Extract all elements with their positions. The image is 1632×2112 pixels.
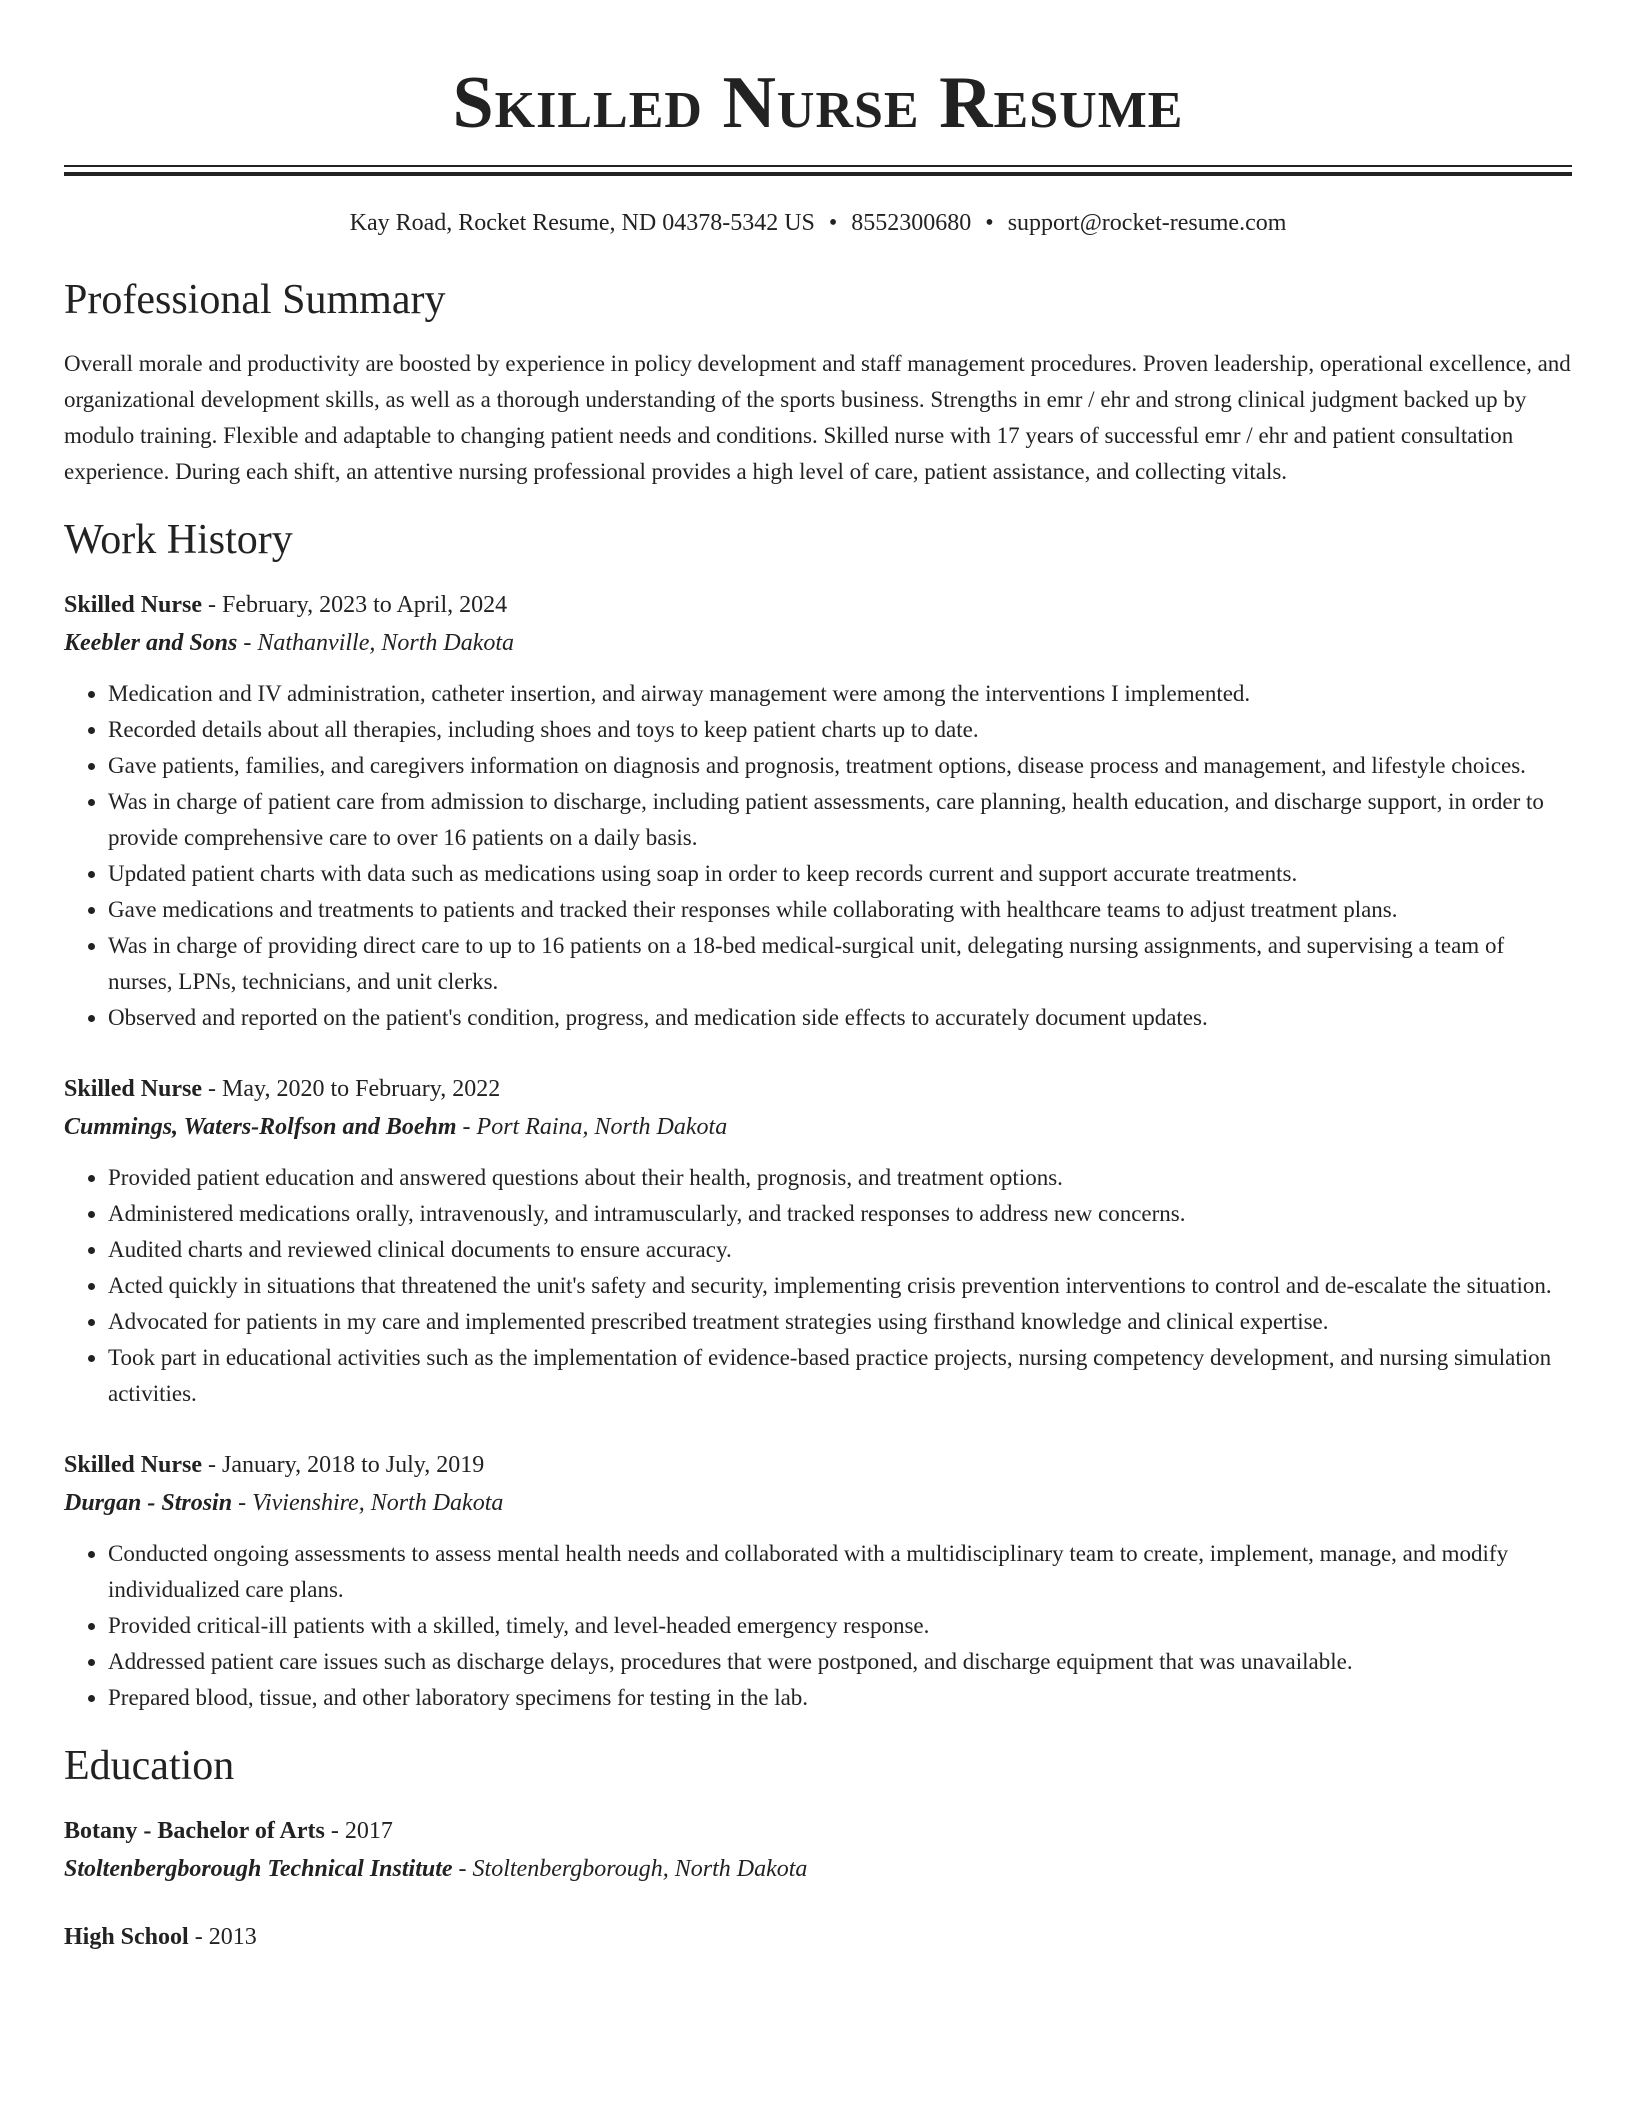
job-bullets [64,676,1572,1036]
job-role: Skilled Nurse [64,592,203,618]
job-bullet-item: • Provided patient education and answered questions about their health, prognosis, and treatment options. [108,1160,1572,1196]
dash-separator: - [456,1114,477,1140]
education-degree: Botany - Bachelor of Arts [64,1818,325,1844]
work-history-heading: Work History [64,517,293,563]
education-degree-line [64,1812,1572,1850]
job-entry [64,1070,1572,1412]
education-year: 2013 [208,1924,257,1950]
education-school: Stoltenbergborough Technical Institute [64,1856,453,1882]
job-bullet-item: • Observed and reported on the patient's condition, progress, and medication side effects to accurately document updates. [108,1000,1572,1036]
job-bullet-item: • Updated patient charts with data such as medications using soap in order to keep records current and support accurate treatments. [108,856,1572,892]
job-bullet-item: • Conducted ongoing assessments to assess mental health needs and collaborated with a multidisciplinary team to create, implement, manage, and modify individualized care plans. [108,1536,1572,1608]
contact-email: support@rocket-resume.com [1007,210,1287,236]
job-title-line [64,1446,1572,1484]
contact-address: Kay Road, Rocket Resume, ND 04378-5342 US [349,210,815,236]
job-bullet-item: • Audited charts and reviewed clinical documents to ensure accuracy. [108,1232,1572,1268]
job-bullet-item: • Acted quickly in situations that threatened the unit's safety and security, implementing crisis prevention interventions to control and de-escalate the situation. [108,1268,1572,1304]
dash-separator: - [188,1924,209,1950]
job-location: Port Raina, North Dakota [476,1114,728,1140]
job-bullet-item: • Medication and IV administration, catheter insertion, and airway management were among the interventions I implemented. [108,676,1572,712]
job-bullet-item: • Addressed patient care issues such as discharge delays, procedures that were postponed, and discharge equipment that was unavailable. [108,1644,1572,1680]
education-entry [64,1918,1572,1956]
dash-separator: - [237,630,258,656]
job-bullet-item: • Was in charge of providing direct care to up to 16 patients on a 18-bed medical-surgical unit, delegating nursing assignments, and supervising a team of nurses, LPNs, technicians, and unit clerks. [108,928,1572,1000]
job-location: Nathanville, North Dakota [257,630,515,656]
job-bullet-item: • Was in charge of patient care from admission to discharge, including patient assessments, care planning, health education, and discharge support, in order to provide comprehensive care to over 16 patients on a daily basis. [108,784,1572,856]
education-entry [64,1812,1572,1888]
job-company: Keebler and Sons [64,630,238,656]
education-list [64,1812,1572,1956]
job-bullet-item: • Prepared blood, tissue, and other laboratory specimens for testing in the lab. [108,1680,1572,1716]
job-bullets [64,1536,1572,1716]
job-employer-line [64,1484,1572,1522]
resume-page [64,0,1572,1956]
education-year: 2017 [344,1818,393,1844]
education-heading: Education [64,1743,235,1789]
dash-separator: - [452,1856,473,1882]
resume-title: Skilled Nurse Resume [452,62,1184,144]
job-bullet-item: • Administered medications orally, intravenously, and intramuscularly, and tracked responses to address new concerns. [108,1196,1572,1232]
job-title-line [64,586,1572,624]
job-bullet-item: • Gave patients, families, and caregivers information on diagnosis and prognosis, treatment options, disease process and management, and lifestyle choices. [108,748,1572,784]
job-role: Skilled Nurse [64,1452,203,1478]
job-company: Cummings, Waters-Rolfson and Boehm [64,1114,457,1140]
contact-line [64,206,1572,240]
job-dates: January, 2018 to July, 2019 [222,1452,485,1478]
job-entry [64,1446,1572,1716]
dash-separator: - [324,1818,345,1844]
job-bullets [64,1160,1572,1412]
dash-separator: - [202,1452,223,1478]
job-bullet-item: • Provided critical-ill patients with a skilled, timely, and level-headed emergency response. [108,1608,1572,1644]
job-bullet-item: • Took part in educational activities such as the implementation of evidence-based practice projects, nursing competency development, and nursing simulation activities. [108,1340,1572,1412]
job-employer-line [64,1108,1572,1146]
job-entry [64,586,1572,1036]
dash-separator: - [202,1076,223,1102]
dash-separator: - [232,1490,253,1516]
job-bullet-item: • Gave medications and treatments to patients and tracked their responses while collaborating with healthcare teams to adjust treatment plans. [108,892,1572,928]
contact-phone: 8552300680 [851,210,972,236]
dash-separator: - [202,592,223,618]
contact-separator: • [828,210,838,236]
job-employer-line [64,624,1572,662]
job-bullet-item: • Advocated for patients in my care and implemented prescribed treatment strategies using firsthand knowledge and clinical expertise. [108,1304,1572,1340]
summary-heading: Professional Summary [64,277,446,323]
job-dates: May, 2020 to February, 2022 [222,1076,501,1102]
title-divider [64,165,1572,176]
education-degree: High School [64,1924,189,1950]
job-bullet-item: • Recorded details about all therapies, including shoes and toys to keep patient charts up to date. [108,712,1572,748]
education-location: Stoltenbergborough, North Dakota [472,1856,808,1882]
education-school-line [64,1850,1572,1888]
job-company: Durgan - Strosin [64,1490,233,1516]
summary-text: Overall morale and productivity are boosted by experience in policy development and staff management procedures. Proven leadership, operational excellence, and organizational development skills, as well as a thorough understanding of the sports business. Strengths in emr / ehr and strong clinical judgment backed up by modulo training. Flexible and adaptable to changing patient needs and conditions. Skilled nurse with 17 years of successful emr / ehr and patient consultation experience. During each shift, an attentive nursing professional provides a high level of care, patient assistance, and collecting vitals. [64,351,1571,484]
job-title-line [64,1070,1572,1108]
job-location: Vivienshire, North Dakota [252,1490,504,1516]
contact-separator: • [985,210,994,236]
work-history-list [64,586,1572,1716]
education-degree-line [64,1918,1572,1956]
job-dates: February, 2023 to April, 2024 [222,592,508,618]
job-role: Skilled Nurse [64,1076,203,1102]
